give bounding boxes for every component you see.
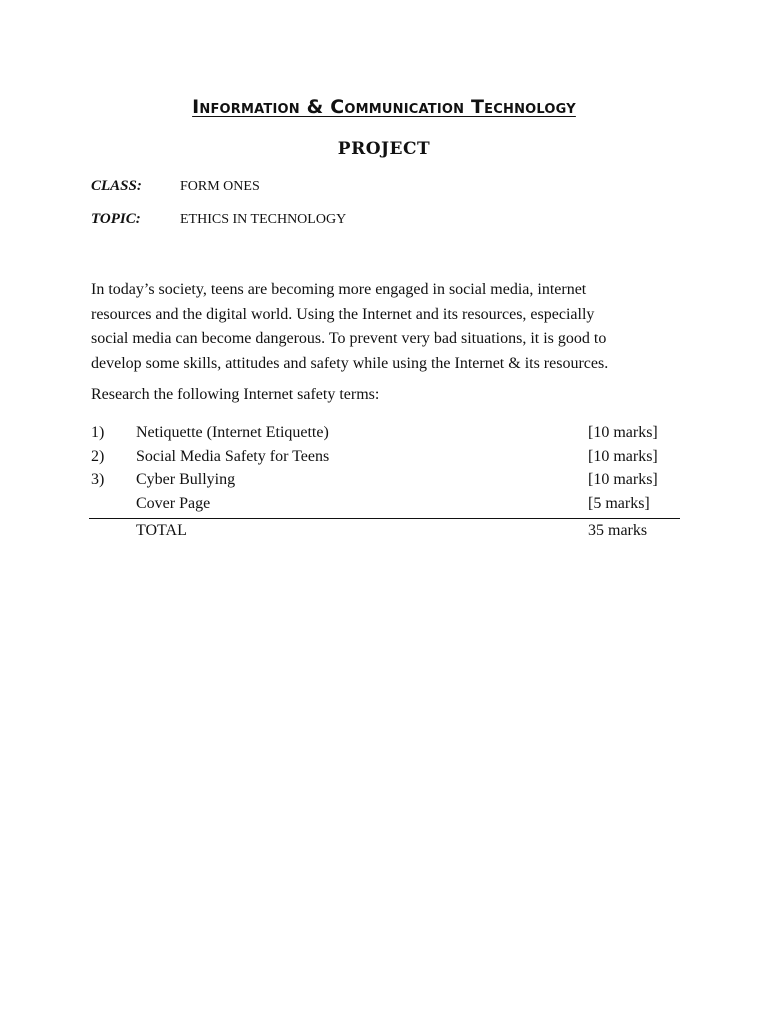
research-prompt: Research the following Internet safety terms: — [91, 386, 380, 403]
list-item — [91, 468, 680, 492]
item-marks: [10 marks] — [588, 424, 658, 441]
total-marks: 35 marks — [588, 522, 648, 539]
list-item — [91, 445, 680, 469]
item-marks: [10 marks] — [588, 471, 658, 488]
item-number: 3) — [91, 471, 105, 488]
intro-line: resources and the digital world. Using the Internet and its resources, especially — [91, 305, 595, 323]
intro-line: social media can become dangerous. To prevent very bad situations, it is good to — [91, 330, 607, 347]
item-label: Social Media Safety for Teens — [136, 447, 330, 465]
topic-label: TOPIC: — [91, 211, 141, 227]
class-value: FORM ONES — [180, 179, 260, 194]
intro-paragraph — [91, 278, 691, 376]
item-label: Cover Page — [136, 494, 211, 512]
intro-line: develop some skills, attitudes and safety while using the Internet & its resources. — [91, 354, 609, 372]
item-number: 1) — [91, 424, 105, 441]
total-row — [91, 519, 680, 543]
document-subtitle: PROJECT — [337, 139, 431, 159]
list-item — [91, 421, 680, 445]
marks-list — [91, 421, 680, 515]
list-item — [91, 492, 680, 516]
item-label: Cyber Bullying — [136, 471, 236, 488]
item-label: Netiquette (Internet Etiquette) — [136, 424, 329, 441]
topic-value: ETHICS IN TECHNOLOGY — [180, 212, 347, 227]
class-label: CLASS: — [91, 178, 142, 194]
item-marks: [5 marks] — [588, 494, 650, 512]
intro-line: In today’s society, teens are becoming more engaged in social media, internet — [91, 281, 587, 298]
item-number: 2) — [91, 447, 105, 465]
total-label: TOTAL — [136, 522, 187, 539]
document-title: Information & Communication Technology — [192, 96, 576, 118]
item-marks: [10 marks] — [588, 447, 658, 465]
